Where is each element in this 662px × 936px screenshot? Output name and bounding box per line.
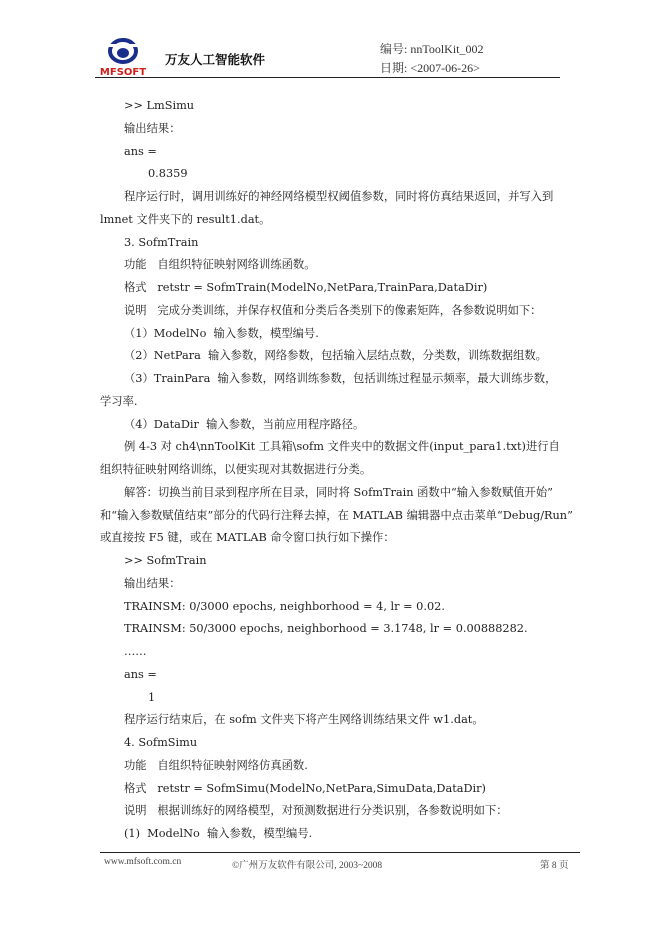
footer-website: www.mfsoft.com.cn [104, 857, 182, 867]
text-line: 1 [148, 690, 156, 704]
document-date: 日期: <2007-06-26> [380, 61, 480, 75]
document-number: 编号: nnToolKit_002 [380, 42, 484, 56]
text-line: 功能 自组织特征映射网络仿真函数. [124, 758, 308, 772]
text-line: 例 4-3 对 ch4\nnToolKit 工具箱\sofm 文件夹中的数据文件(input_para1.txt)进行自 [124, 440, 560, 454]
header-divider [95, 77, 560, 78]
text-line: 输出结果： [124, 576, 181, 590]
footer-divider [100, 852, 580, 853]
text-line: 格式 retstr = SofmTrain(ModelNo,NetPara,TrainPara,DataDir) [124, 281, 488, 294]
text-line: 功能 自组织特征映射网络训练函数。 [124, 258, 316, 272]
text-line: >> LmSimu [124, 99, 195, 112]
text-line: 0.8359 [148, 167, 188, 181]
document-body [100, 95, 573, 846]
text-line: （3）TrainPara 输入参数，网络训练参数，包括训练过程显示频率，最大训练步数， [124, 372, 557, 385]
text-line: 说明 根据训练好的网络模型，对预测数据进行分类识别，各参数说明如下： [124, 804, 508, 818]
text-line: TRAINSM: 0/3000 epochs, neighborhood = 4, lr = 0.02. [124, 599, 445, 613]
text-line: lmnet 文件夹下的 result1.dat。 [100, 212, 271, 226]
company-logo [98, 35, 148, 79]
text-line: 格式 retstr = SofmSimu(ModelNo,NetPara,SimuData,DataDir) [124, 781, 486, 795]
text-line: （1）ModelNo 输入参数，模型编号. [124, 326, 319, 340]
text-line: ans = [124, 667, 157, 681]
text-line: 或直接按 F5 键，或在 MATLAB 命令窗口执行如下操作： [100, 531, 395, 545]
text-line: 解答：切换当前目录到程序所在目录，同时将 SofmTrain 函数中“输入参数赋值开始” [124, 485, 553, 499]
text-line: >> SofmTrain [124, 554, 207, 567]
text-line: 组织特征映射网络训练，以便实现对其数据进行分类。 [100, 463, 372, 476]
text-line: ans = [124, 144, 157, 158]
text-line: …… [124, 645, 147, 658]
text-line: 4. SofmSimu [124, 736, 198, 749]
text-line: 程序运行时，调用训练好的神经网络模型权阈值参数，同时将仿真结果返回，并写入到 [124, 190, 554, 203]
text-line: (1) ModelNo 输入参数，模型编号. [124, 827, 313, 840]
text-line: 3. SofmTrain [124, 235, 199, 249]
text-line: 程序运行结束后，在 sofm 文件夹下将产生网络训练结果文件 w1.dat。 [124, 713, 484, 727]
footer-page-number: 第 8 页 [540, 861, 569, 871]
text-line: TRAINSM: 50/3000 epochs, neighborhood = 3.1748, lr = 0.00888282. [124, 622, 528, 636]
text-line: 和“输入参数赋值结束”部分的代码行注释去掉，在 MATLAB 编辑器中点击菜单“Debug/Run” [100, 508, 573, 522]
text-line: （4）DataDir 输入参数，当前应用程序路径。 [124, 417, 365, 431]
company-name: 万友人工智能软件 [165, 52, 266, 67]
text-line: 输出结果： [124, 121, 181, 135]
text-line: 说明 完成分类训练，并保存权值和分类后各类别下的像素矩阵，各参数说明如下： [124, 303, 542, 317]
text-line: 学习率. [100, 394, 138, 408]
text-line: （2）NetPara 输入参数，网络参数，包括输入层结点数，分类数，训练数据组数。 [124, 349, 547, 363]
svg-text:MFSOFT: MFSOFT [99, 67, 147, 78]
document-meta [380, 40, 484, 78]
footer-copyright: ©广州万友软件有限公司, 2003~2008 [232, 861, 383, 871]
